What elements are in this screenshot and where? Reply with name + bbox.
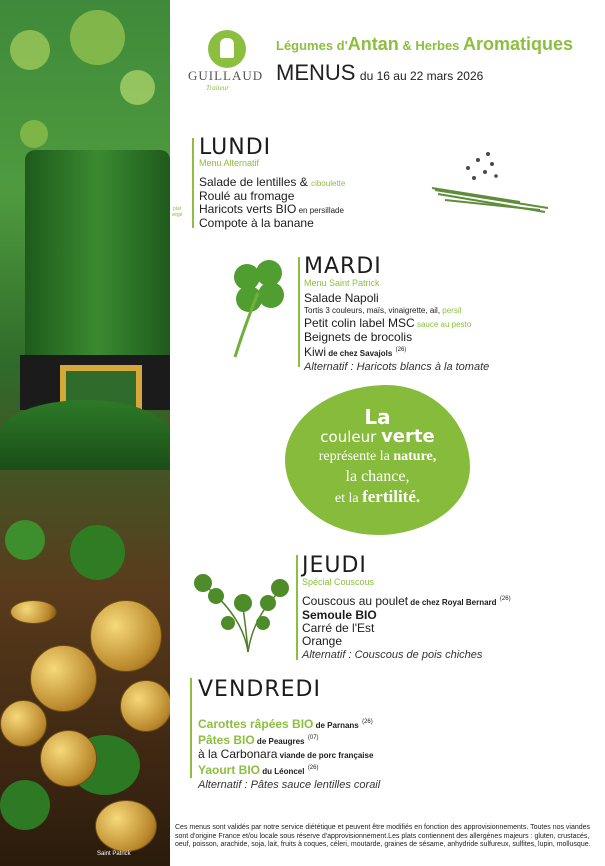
vendredi-menu (198, 716, 380, 792)
alternative-dish: Alternatif : Haricots blancs à la tomate (304, 361, 490, 373)
alternative-dish: Alternatif : Couscous de pois chiches (302, 649, 483, 661)
coriander-icon (188, 568, 293, 653)
mardi-subtitle: Menu Saint Patrick (304, 278, 380, 288)
gold-coin-icon (120, 680, 170, 732)
menu-item: Kiwi de chez Savajols $^{(26)}$ (304, 345, 407, 359)
menu-item: Compote à la banane (199, 216, 314, 230)
menu-item: à la Carbonara viande de porc française (198, 747, 374, 761)
menu-item: Carré de l'Est (302, 621, 375, 635)
gold-coin-icon (90, 600, 162, 672)
menu-item: Pâtes BIO de Peaugres $^{(07)}$ (198, 733, 319, 747)
day-vendredi: VENDREDI (198, 677, 321, 702)
clover-icon (70, 525, 125, 580)
veggie-badge: plat végé (171, 206, 183, 218)
clover-icon (5, 520, 45, 560)
menu-item: Petit colin label MSC sauce au pesto (304, 316, 472, 330)
clover-icon (225, 255, 295, 360)
lundi-menu (199, 176, 345, 230)
menu-item: Yaourt BIO du Léoncel $^{(26)}$ (198, 763, 319, 777)
day-mardi: MARDI (304, 254, 382, 279)
photo-caption: Saint Patrick (97, 851, 131, 857)
gold-coin-icon (30, 645, 97, 712)
menu-item: Carottes râpées BIO de Parnans $^{(26)}$ (198, 717, 373, 731)
brand-name: GUILLAUD (188, 68, 264, 83)
green-quote-blob: La couleur verte représente la nature, la chance, et la fertilité. (285, 385, 470, 535)
jeudi-menu (302, 593, 511, 662)
footer-disclaimer: Ces menus sont validés par notre service diététique et peuvent être modifiés en fonction des approvisionnements. Toutes nos viandes sont d'origine France et/ou locale sous réserve d'approvisionnement.Les plats contiennent des allergènes majeurs : gluten, crustacés, oeuf, poisson, arachide, soja, lait, fruits à coques, céleri, moutarde, graines de sésame, anhydride sulfureux, sulfites, lupin, mollusque. (175, 824, 591, 848)
menu-item: Beignets de brocolis (304, 330, 413, 344)
gold-coin-icon (95, 800, 157, 852)
menu-item: Couscous au poulet de chez Royal Bernard $^{(26)}$ (302, 594, 511, 608)
lundi-subtitle: Menu Alternatif (199, 158, 260, 168)
clover-icon (0, 780, 50, 830)
day-jeudi: JEUDI (302, 553, 367, 578)
gold-coin-icon (10, 600, 57, 624)
chives-icon (430, 150, 550, 220)
mardi-menu (304, 292, 489, 374)
menu-item: Salade Napoli (304, 291, 379, 305)
brand-logo (188, 30, 268, 95)
page-title: MENUS du 16 au 22 mars 2026 (276, 60, 484, 85)
gold-coin-icon (40, 730, 97, 787)
chef-hat-icon (208, 30, 246, 68)
menu-item: Tortis 3 couleurs, maïs, vinaigrette, ail, persil (304, 306, 462, 315)
menu-item: Roulé au fromage (199, 189, 295, 203)
jeudi-subtitle: Spécial Couscous (302, 577, 375, 587)
menu-subtitle: Légumes d'Antan & Herbes Aromatiques (276, 34, 574, 54)
menu-item: Semoule BIO (302, 608, 377, 622)
menu-item: Orange (302, 634, 343, 648)
menu-item: Haricots verts BIO en persillade (199, 202, 344, 216)
day-lundi: LUNDI (199, 135, 272, 160)
brand-tagline: Traiteur (206, 84, 229, 92)
gold-coin-icon (0, 700, 47, 747)
alternative-dish: Alternatif : Pâtes sauce lentilles corail (198, 779, 381, 791)
saint-patrick-photo (0, 0, 170, 866)
menu-item: Salade de lentilles & ciboulette (199, 175, 346, 189)
